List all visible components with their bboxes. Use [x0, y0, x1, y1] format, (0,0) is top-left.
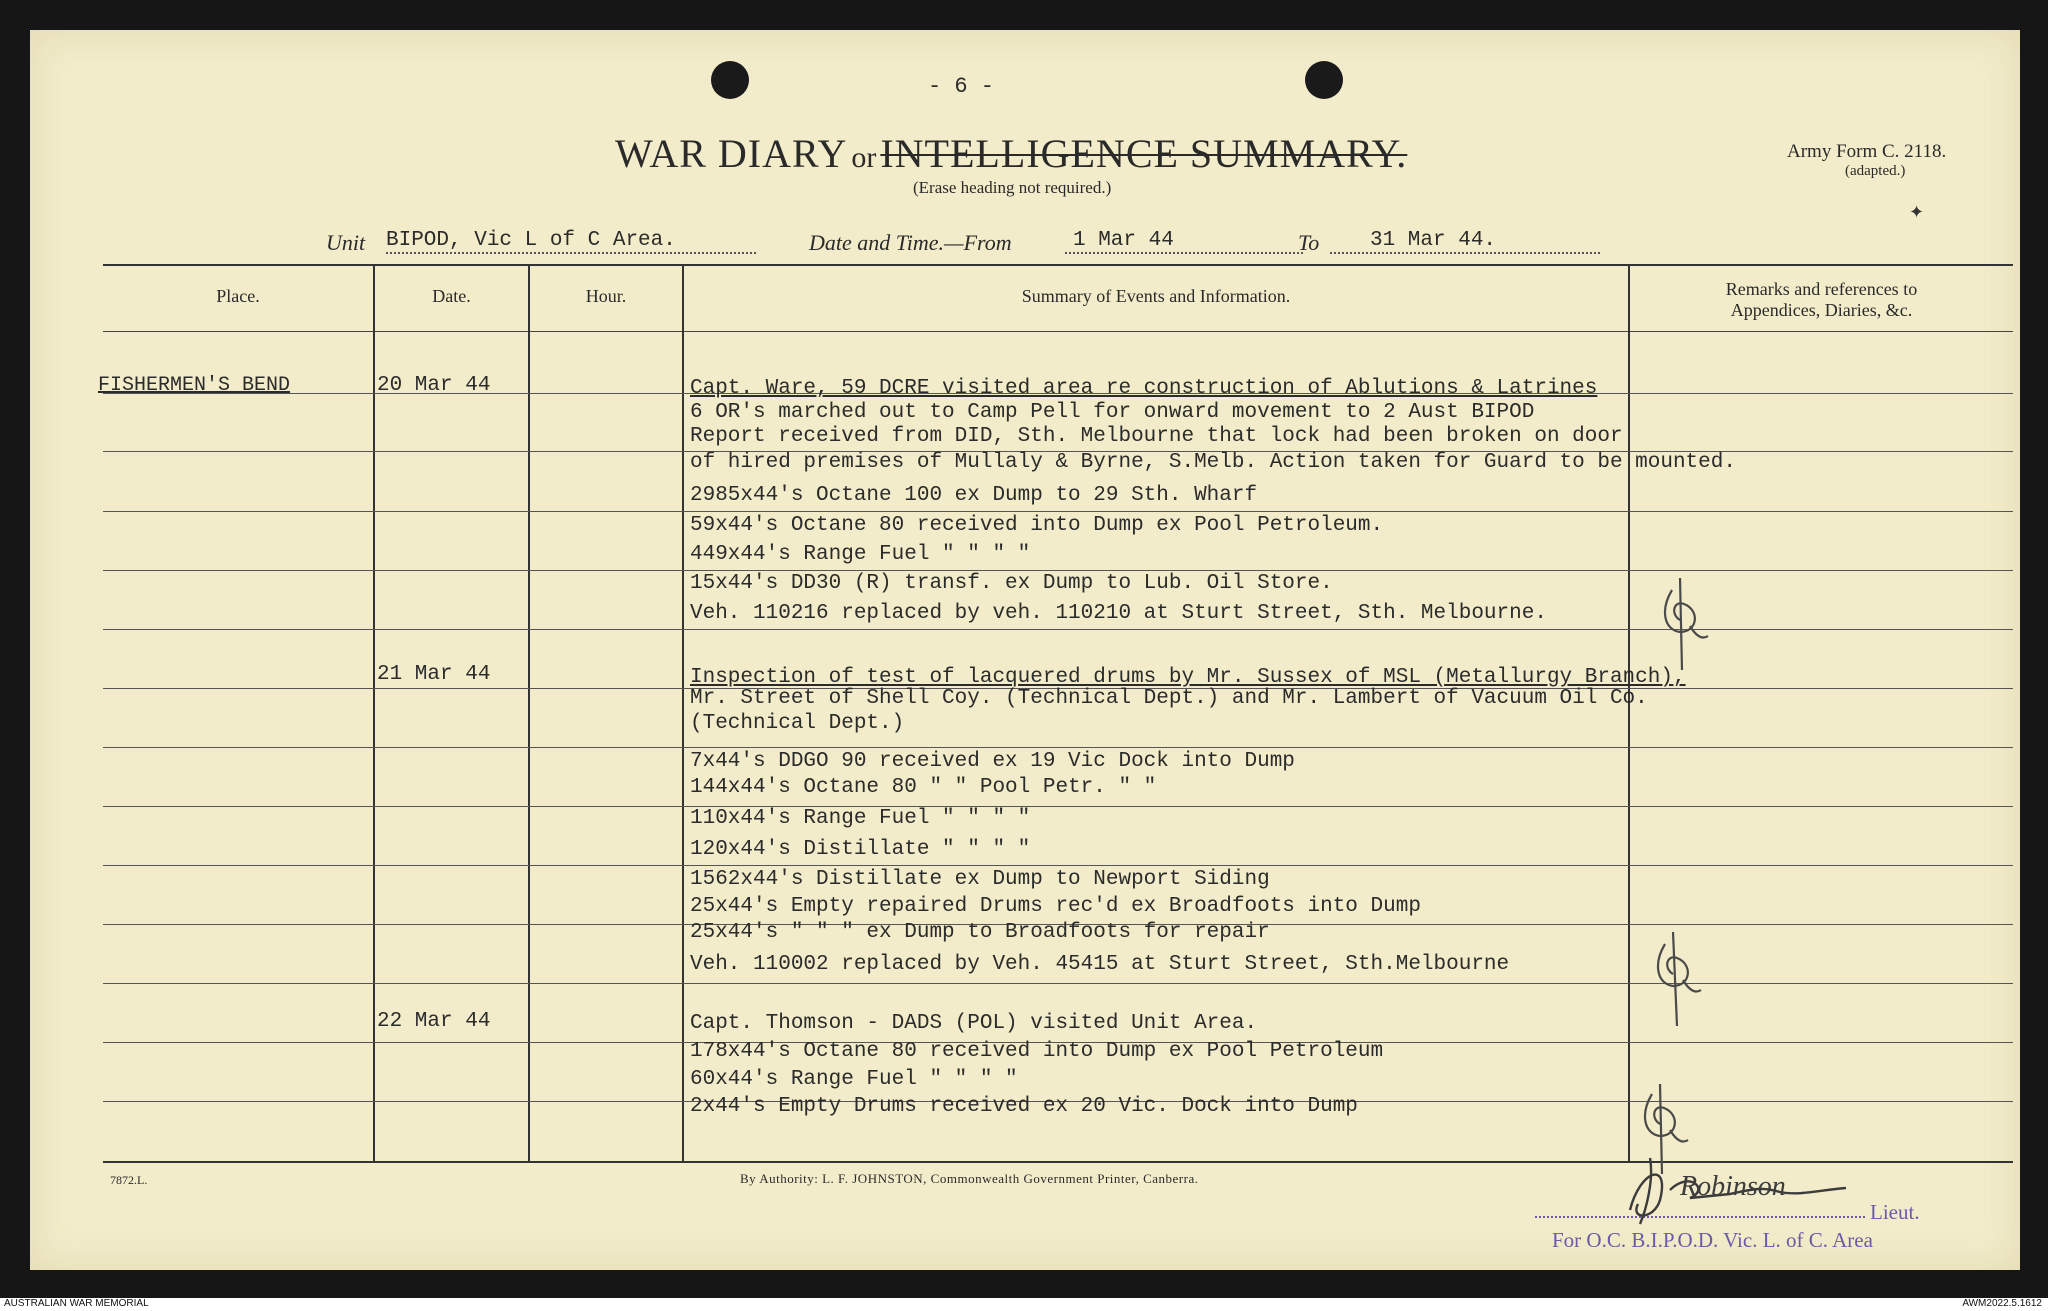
entry-line: 60x44's Range Fuel " " " " — [690, 1068, 1018, 1091]
initials-mark-1 — [1650, 570, 1720, 680]
caption-right: AWM2022.5.1612 — [1962, 1298, 2042, 1309]
caption-bar — [0, 1298, 2048, 1311]
entry-line: 6 OR's marched out to Camp Pell for onward movement to 2 Aust BIPOD — [690, 401, 1535, 424]
column-header-date: Date. — [432, 286, 471, 306]
col-divider-hour — [682, 264, 684, 1162]
column-header-summary: Summary of Events and Information. — [1021, 286, 1291, 306]
entry-line: Veh. 110216 replaced by veh. 110210 at Sturt Street, Sth. Melbourne. — [690, 602, 1547, 625]
pin-mark-icon: ✦ — [1909, 202, 1925, 222]
caption-left: AUSTRALIAN WAR MEMORIAL — [4, 1298, 149, 1309]
column-header-hour: Hour. — [585, 286, 627, 306]
entry-date: 22 Mar 44 — [377, 1010, 491, 1033]
entry-line: 25x44's " " " ex Dump to Broadfoots for repair — [690, 921, 1270, 944]
date-label: Date and Time.—From — [809, 230, 1012, 255]
entry-line: 2x44's Empty Drums received ex 20 Vic. Dock into Dump — [690, 1095, 1358, 1118]
entry-line: 1562x44's Distillate ex Dump to Newport Siding — [690, 868, 1270, 891]
svg-text:Robinson: Robinson — [1680, 1171, 1786, 1202]
stamp-rank: Lieut. — [1870, 1200, 1920, 1224]
page-number: - 6 - — [928, 74, 995, 99]
entry-date: 20 Mar 44 — [377, 374, 491, 397]
to-value: 31 Mar 44. — [1330, 229, 1600, 254]
diary-sheet — [30, 30, 2020, 1270]
entry-line: 110x44's Range Fuel " " " " — [690, 807, 1031, 830]
initials-mark-2 — [1643, 926, 1713, 1036]
entry-place: FISHERMEN'S BEND — [98, 374, 291, 397]
entry-line: (Technical Dept.) — [690, 712, 905, 735]
col-divider-place — [373, 264, 375, 1162]
punch-hole-left — [711, 61, 749, 99]
stamp-line: For O.C. B.I.P.O.D. Vic. L. of C. Area — [1552, 1228, 1873, 1252]
entry-line: Veh. 110002 replaced by Veh. 45415 at Sturt Street, Sth.Melbourne — [690, 953, 1510, 976]
table-head-rule — [103, 331, 2013, 332]
entry-line: 120x44's Distillate " " " " — [690, 838, 1031, 861]
col-divider-summary — [1628, 264, 1630, 1162]
table-top-rule — [103, 264, 2013, 266]
column-header-place: Place. — [216, 286, 260, 306]
column-header-remarks-1: Remarks and references to — [1725, 279, 1918, 299]
entry-line: 59x44's Octane 80 received into Dump ex Pool Petroleum. — [690, 514, 1384, 537]
entry-date: 21 Mar 44 — [377, 663, 491, 686]
entry-line: 2985x44's Octane 100 ex Dump to 29 Sth. Wharf — [690, 484, 1258, 507]
army-form-note: (adapted.) — [1845, 163, 1906, 179]
entry-line: 7x44's DDGO 90 received ex 19 Vic Dock into Dump — [690, 750, 1295, 773]
entry-line: 178x44's Octane 80 received into Dump ex Pool Petroleum — [690, 1040, 1384, 1063]
entry-line: Inspection of test of lacquered drums by Mr. Sussex of MSL (Metallurgy Branch), — [690, 666, 1686, 689]
to-label: To — [1298, 230, 1320, 255]
unit-value: BIPOD, Vic L of C Area. — [386, 229, 756, 254]
entry-line: 449x44's Range Fuel " " " " — [690, 543, 1031, 566]
title-or: or — [851, 141, 877, 174]
title-main: WAR DIARY — [615, 131, 848, 176]
from-value: 1 Mar 44 — [1065, 229, 1303, 254]
entry-line: Mr. Street of Shell Coy. (Technical Dept.) and Mr. Lambert of Vacuum Oil Co. — [690, 687, 1648, 710]
army-form: Army Form C. 2118. — [1787, 141, 1947, 162]
entry-line: Capt. Ware, 59 DCRE visited area re construction of Ablutions & Latrines — [690, 377, 1598, 400]
col-divider-date — [528, 264, 530, 1162]
entry-line: of hired premises of Mullaly & Byrne, S.Melb. Action taken for Guard to be mounted. — [690, 451, 1736, 474]
entry-line: Report received from DID, Sth. Melbourne that lock had been broken on door — [690, 425, 1623, 448]
signature — [1610, 1150, 1870, 1230]
entry-line: 144x44's Octane 80 " " Pool Petr. " " — [690, 776, 1157, 799]
form-code: 7872.L. — [110, 1173, 148, 1187]
page-title — [615, 130, 1407, 177]
column-header-remarks-2: Appendices, Diaries, &c. — [1730, 300, 1913, 320]
entry-line: 25x44's Empty repaired Drums rec'd ex Broadfoots into Dump — [690, 895, 1421, 918]
unit-label: Unit — [326, 230, 366, 255]
title-struck: INTELLIGENCE SUMMARY. — [880, 131, 1408, 176]
title-note: (Erase heading not required.) — [913, 178, 1112, 197]
punch-hole-right — [1305, 61, 1343, 99]
entry-line: Capt. Thomson - DADS (POL) visited Unit Area. — [690, 1012, 1258, 1035]
printer-authority: By Authority: L. F. JOHNSTON, Commonwealth Government Printer, Canberra. — [740, 1171, 1199, 1186]
entry-line: 15x44's DD30 (R) transf. ex Dump to Lub. Oil Store. — [690, 572, 1333, 595]
